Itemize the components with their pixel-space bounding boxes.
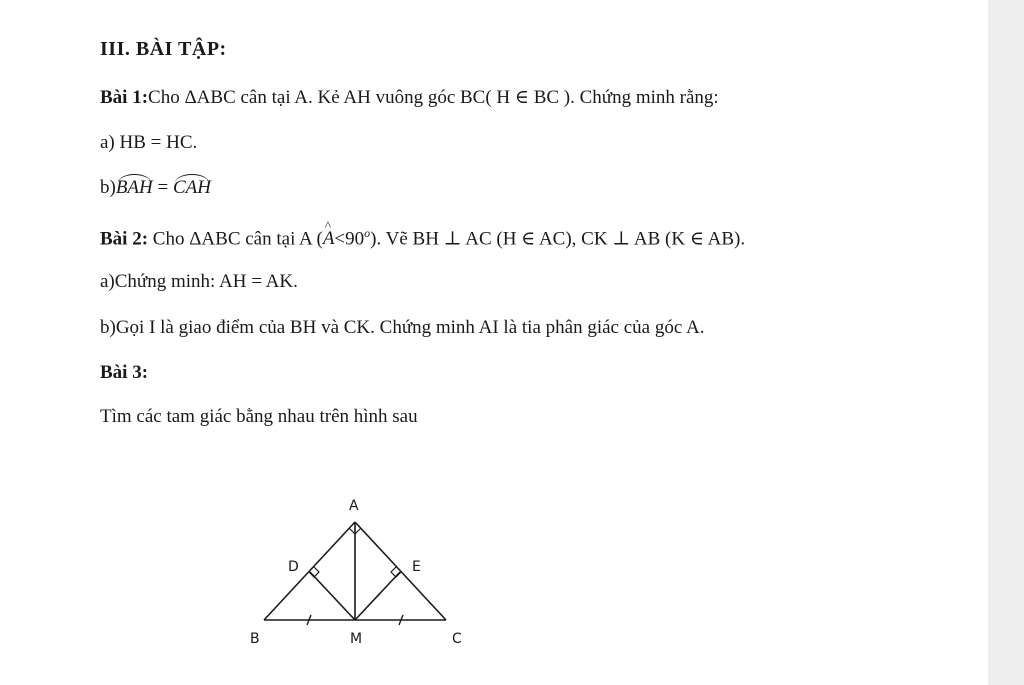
bai3-text: Tìm các tam giác bằng nhau trên hình sau xyxy=(100,406,418,427)
bai1-text: Cho ΔABC cân tại A. Kẻ AH vuông góc BC( H ∈ BC ). Chứng minh rằng: xyxy=(148,87,719,108)
degree-sign: o xyxy=(364,226,371,240)
label-c: C xyxy=(452,631,462,647)
side-strip xyxy=(988,0,1024,685)
label-d: D xyxy=(288,559,299,575)
bai2-text-start: Cho ΔABC cân tại A ( xyxy=(148,228,323,250)
bai2-statement xyxy=(100,226,745,250)
bai1-part-a: a) HB = HC. xyxy=(100,132,198,153)
geometry-figure xyxy=(240,490,480,660)
bai2-text-end: ). Vẽ BH ⊥ AC (H ∈ AC), CK ⊥ AB (K ∈ AB). xyxy=(370,228,746,250)
label-e: E xyxy=(412,559,421,575)
bai2-part-a: a)Chứng minh: AH = AK. xyxy=(100,271,298,292)
bai1-statement xyxy=(100,86,719,109)
angle-a-hat: ^ A xyxy=(323,228,335,250)
section-heading: III. BÀI TẬP: xyxy=(100,38,227,60)
bai2-part-b: b)Gọi I là giao điểm của BH và CK. Chứng minh AI là tia phân giác của góc A. xyxy=(100,317,705,338)
bai2-label: Bài 2: xyxy=(100,228,149,250)
label-a: A xyxy=(349,498,359,514)
segment-me xyxy=(355,572,400,620)
angle-bah: BAH xyxy=(115,177,153,198)
angle-cah: CAH xyxy=(172,177,211,198)
bai3-label: Bài 3: xyxy=(100,362,149,383)
segment-md xyxy=(310,572,355,620)
equals-sign: = xyxy=(152,177,173,198)
bai1-part-b xyxy=(100,177,211,199)
label-m: M xyxy=(350,631,363,647)
label-b: B xyxy=(250,631,260,647)
bai1-b-prefix: b) xyxy=(100,177,116,198)
bai2-cond: <90 xyxy=(334,228,365,250)
bai1-label: Bài 1: xyxy=(100,87,149,108)
